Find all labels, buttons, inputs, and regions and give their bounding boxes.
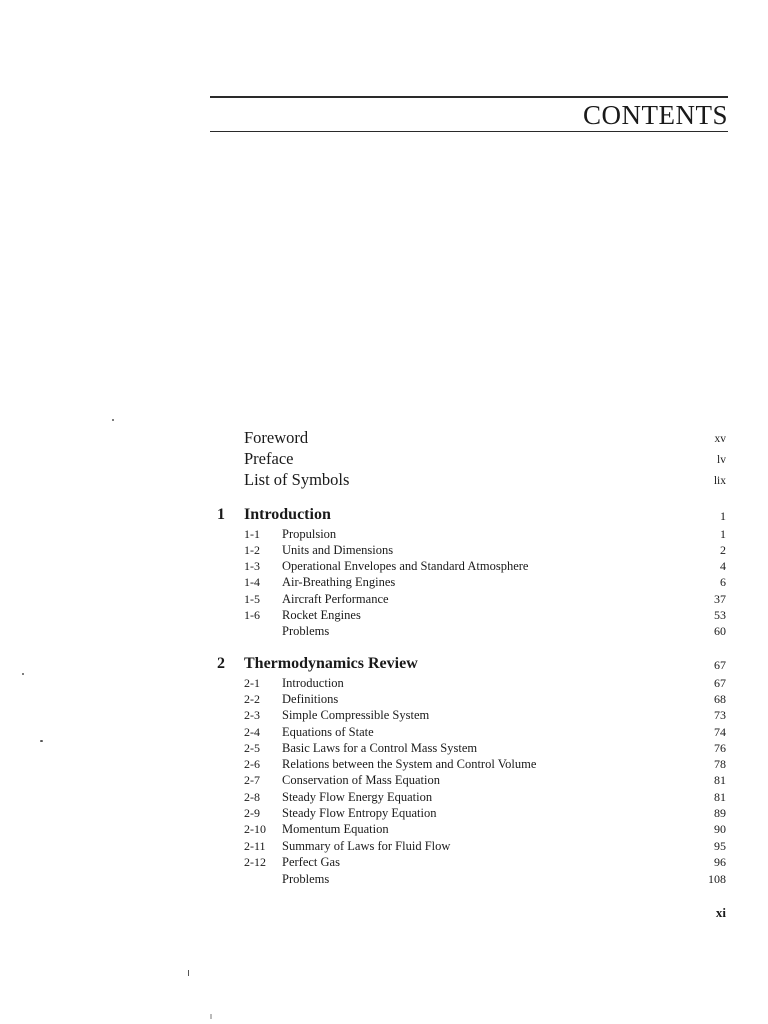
section-page: 81	[714, 790, 726, 804]
section-page: 89	[714, 806, 726, 820]
toc-entry-page: lix	[713, 475, 726, 487]
section-page: 96	[714, 855, 726, 869]
section-number: 2-7	[244, 773, 260, 787]
section-number: 2-8	[244, 790, 260, 804]
section-title: Equations of State	[282, 725, 374, 739]
section-title: Steady Flow Energy Equation	[282, 790, 433, 804]
toc-section[interactable]	[210, 871, 728, 887]
toc-section[interactable]	[210, 740, 728, 756]
toc-section[interactable]	[210, 724, 728, 740]
toc-section[interactable]	[210, 805, 728, 821]
section-title: Operational Envelopes and Standard Atmosphere	[282, 559, 529, 573]
section-title: Air-Breathing Engines	[282, 575, 396, 589]
toc-section[interactable]	[210, 607, 728, 623]
toc-entry-list-of-symbols[interactable]	[244, 469, 728, 490]
section-page: 90	[714, 822, 726, 836]
section-page: 37	[714, 592, 726, 606]
section-title: Simple Compressible System	[282, 708, 430, 722]
section-page: 2	[720, 543, 726, 557]
scan-speck	[210, 1014, 212, 1019]
section-page: 53	[714, 608, 726, 622]
section-page: 95	[714, 839, 726, 853]
section-page: 1	[720, 527, 726, 541]
toc-section[interactable]	[210, 623, 728, 639]
section-title: Definitions	[282, 692, 339, 706]
section-number: 1-3	[244, 559, 260, 573]
section-title: Basic Laws for a Control Mass System	[282, 741, 478, 755]
section-number: 2-12	[244, 855, 266, 869]
section-title: Momentum Equation	[282, 822, 389, 836]
section-title: Propulsion	[282, 527, 337, 541]
toc-entry-preface[interactable]	[244, 448, 728, 469]
section-title: Perfect Gas	[282, 855, 340, 869]
scan-speck	[40, 740, 43, 742]
toc-section[interactable]	[210, 591, 728, 607]
section-page: 67	[714, 676, 726, 690]
toc-section[interactable]	[210, 838, 728, 854]
section-page: 81	[714, 773, 726, 787]
section-title: Problems	[282, 624, 330, 638]
toc-section[interactable]	[210, 789, 728, 805]
page-number: xi	[715, 905, 726, 920]
section-number: 2-10	[244, 822, 266, 836]
section-number: 1-5	[244, 592, 260, 606]
chapter-title: Introduction	[244, 506, 331, 523]
scan-speck	[112, 419, 114, 421]
section-number: 1-4	[244, 575, 260, 589]
toc-section[interactable]	[210, 542, 728, 558]
toc-section[interactable]	[210, 558, 728, 574]
section-number: 2-9	[244, 806, 260, 820]
toc-section[interactable]	[210, 691, 728, 707]
toc-section[interactable]	[210, 756, 728, 772]
section-page: 108	[708, 872, 726, 886]
section-title: Rocket Engines	[282, 608, 361, 622]
toc-section[interactable]	[210, 526, 728, 542]
toc-entry-page: lv	[717, 454, 726, 466]
section-page: 73	[714, 708, 726, 722]
header-rule-top	[210, 96, 728, 98]
chapter-page: 67	[714, 658, 726, 672]
toc-section[interactable]	[210, 574, 728, 590]
toc-entry-label: Preface	[244, 449, 294, 468]
section-title: Units and Dimensions	[282, 543, 394, 557]
scan-speck	[22, 673, 24, 675]
toc-section[interactable]	[210, 707, 728, 723]
section-page: 78	[714, 757, 726, 771]
toc-entry-label: List of Symbols	[244, 470, 350, 489]
toc-entry-foreword[interactable]	[244, 427, 728, 448]
header-rule-bottom	[210, 131, 728, 132]
toc-section[interactable]	[210, 854, 728, 870]
section-page: 68	[714, 692, 726, 706]
section-number: 2-1	[244, 676, 260, 690]
toc-section[interactable]	[210, 675, 728, 691]
section-title: Summary of Laws for Fluid Flow	[282, 839, 451, 853]
section-number: 2-3	[244, 708, 260, 722]
toc-section[interactable]	[210, 821, 728, 837]
section-number: 2-5	[244, 741, 260, 755]
section-number: 2-4	[244, 725, 260, 739]
section-title: Conservation of Mass Equation	[282, 773, 440, 787]
chapter-title: Thermodynamics Review	[244, 655, 418, 672]
toc-entry-page: xv	[714, 433, 726, 445]
section-number: 1-1	[244, 527, 260, 541]
section-number: 1-6	[244, 608, 260, 622]
toc-section[interactable]	[210, 772, 728, 788]
toc-entry-label: Foreword	[244, 428, 309, 447]
section-title: Aircraft Performance	[282, 592, 389, 606]
toc-chapter-1[interactable]	[210, 505, 728, 525]
section-title: Relations between the System and Control Volume	[282, 757, 537, 771]
section-title: Steady Flow Entropy Equation	[282, 806, 437, 820]
chapter-page: 1	[720, 509, 726, 523]
section-page: 4	[720, 559, 726, 573]
section-title: Problems	[282, 872, 330, 886]
section-page: 76	[714, 741, 726, 755]
section-page: 60	[714, 624, 726, 638]
section-number: 2-2	[244, 692, 260, 706]
section-number: 2-11	[244, 839, 266, 853]
section-page: 6	[720, 575, 726, 589]
section-number: 2-6	[244, 757, 260, 771]
chapter-number: 1	[217, 506, 225, 523]
scan-speck	[188, 970, 189, 976]
page-title: CONTENTS	[583, 100, 728, 130]
section-title: Introduction	[282, 676, 344, 690]
chapter-number: 2	[217, 655, 225, 672]
toc-chapter-2[interactable]	[210, 654, 728, 674]
section-page: 74	[714, 725, 726, 739]
section-number: 1-2	[244, 543, 260, 557]
